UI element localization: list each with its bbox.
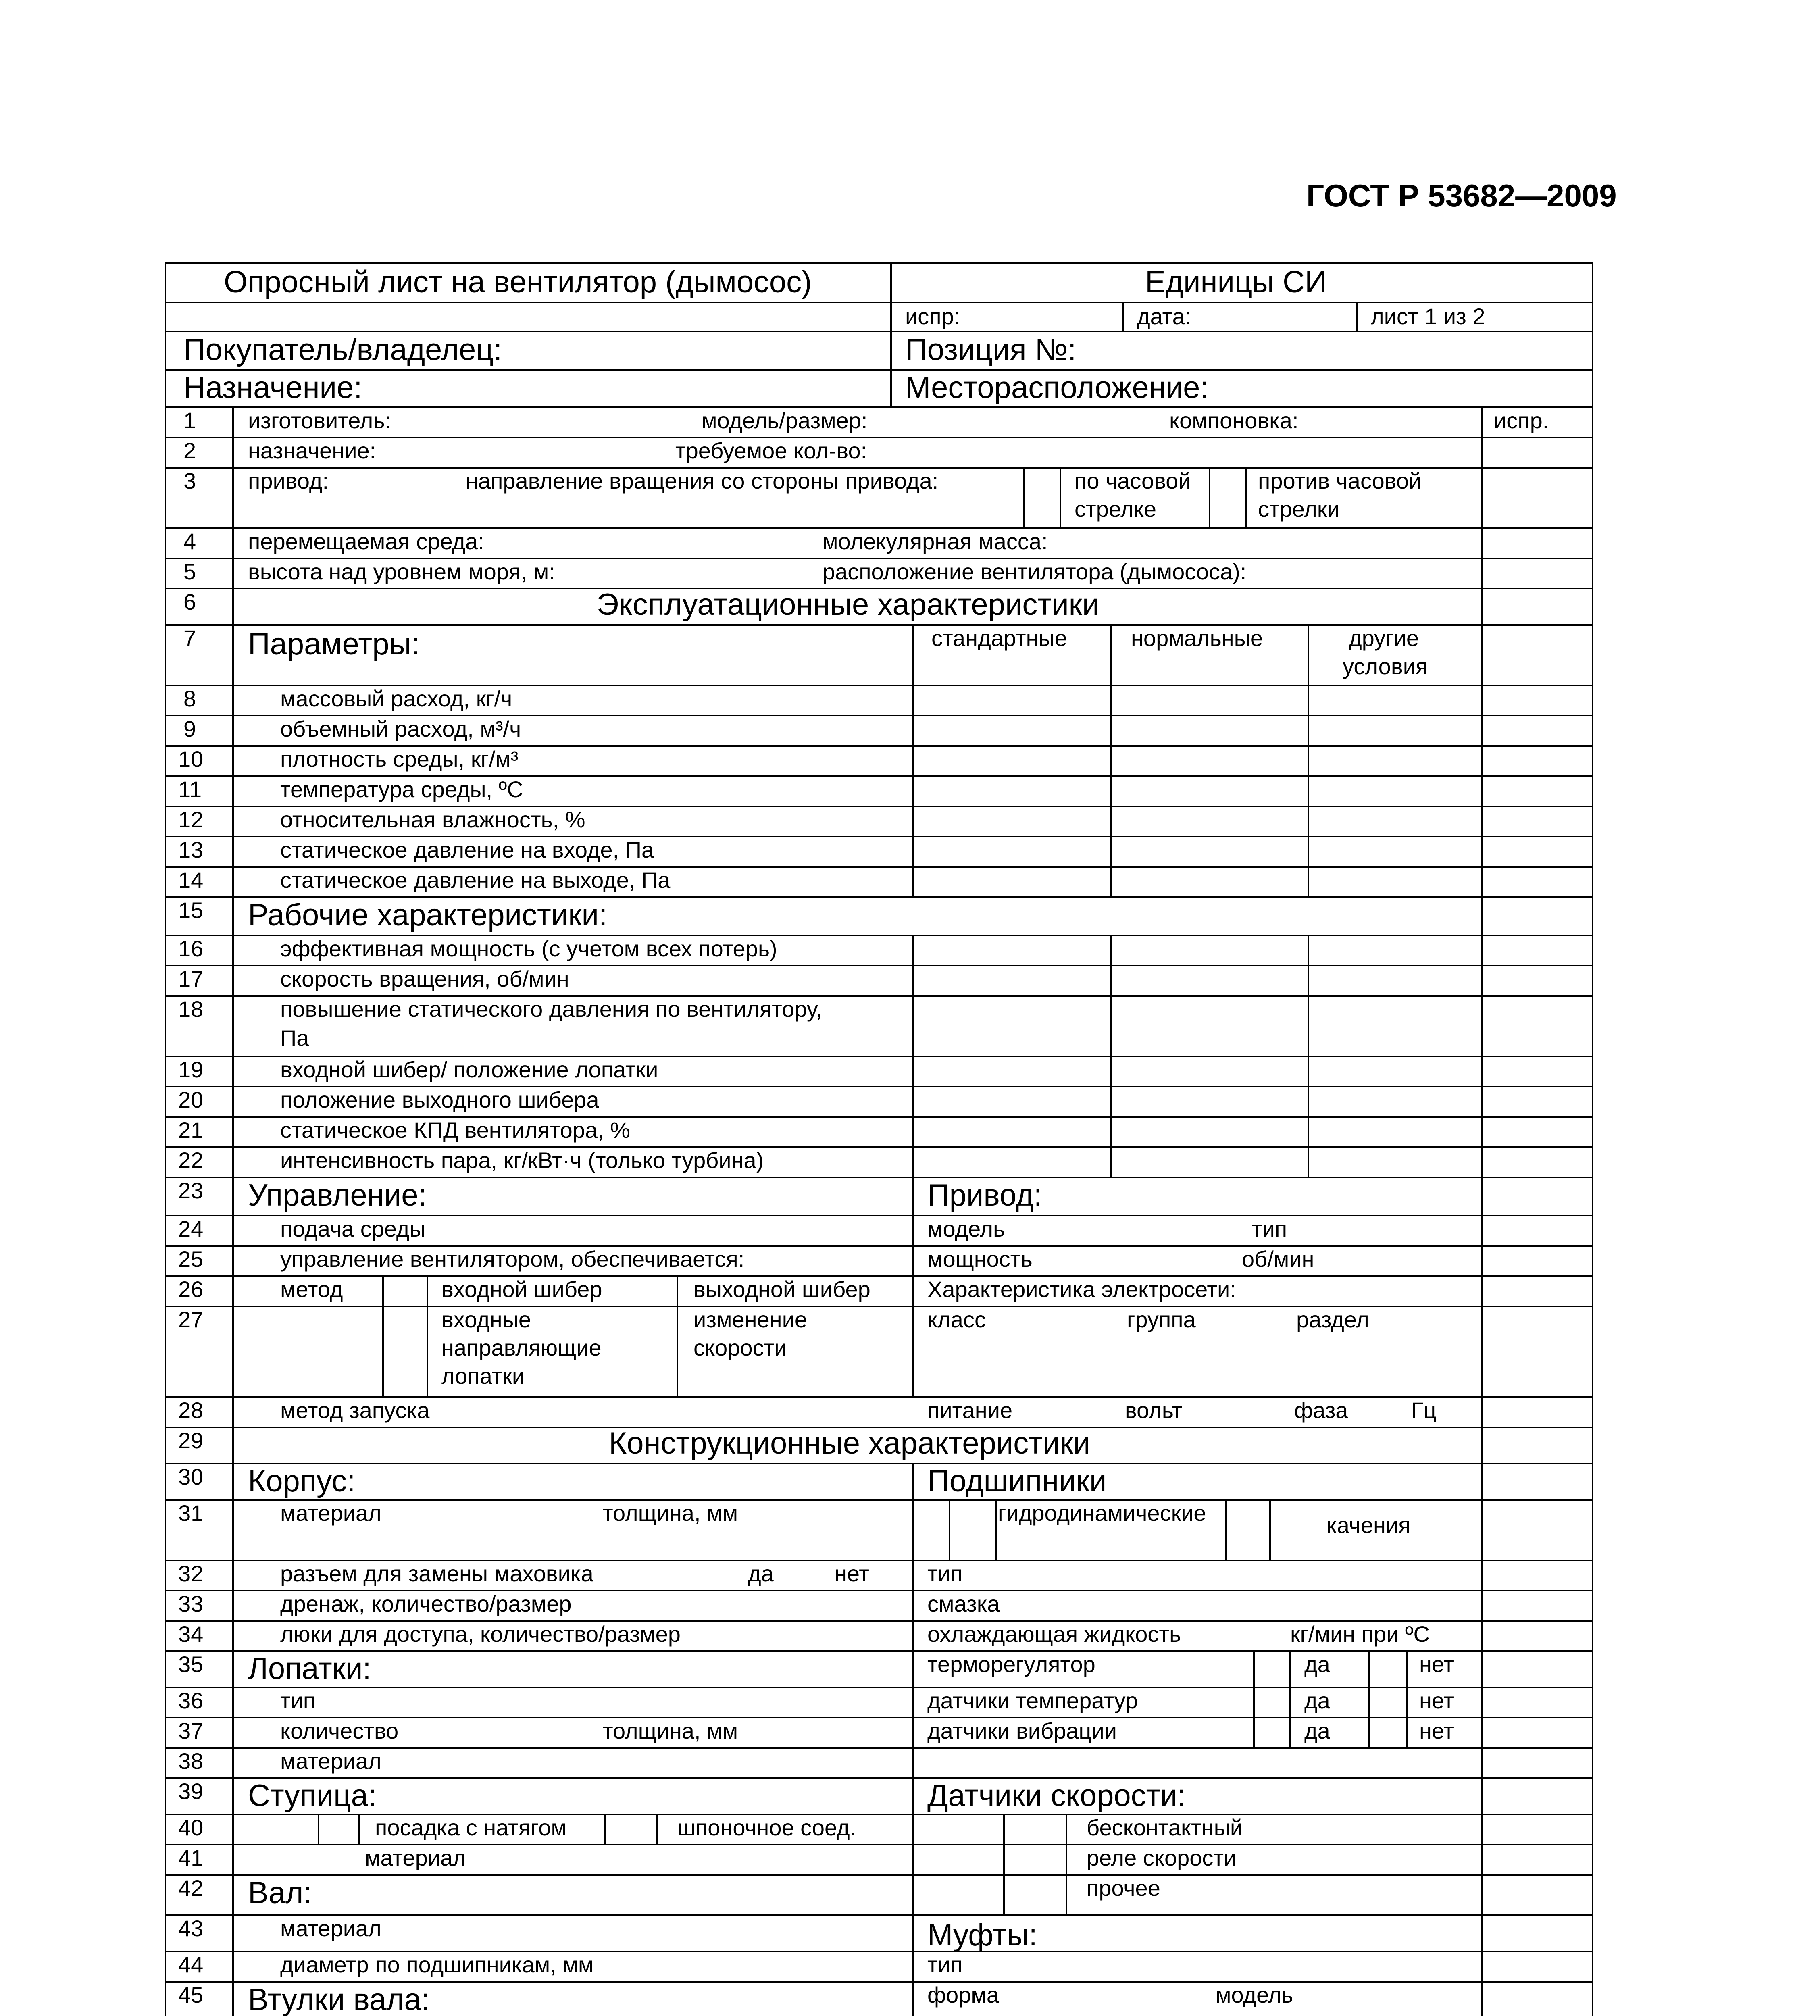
row-number: 4: [183, 529, 196, 554]
parameter-label: скорость вращения, об/мин: [280, 966, 569, 991]
temp-sensors-label: датчики температур: [927, 1688, 1138, 1713]
section-heading: Эксплуатационные характеристики: [597, 587, 1099, 622]
parameter-label: интенсивность пара, кг/кВт·ч (только турбина): [280, 1148, 764, 1173]
lubrication-field[interactable]: смазка: [927, 1591, 1000, 1616]
row-number: 2: [183, 438, 196, 463]
parameter-label: люки для доступа, количество/размер: [280, 1621, 681, 1647]
clockwise-label: по часовой: [1075, 468, 1191, 494]
row-number: 35: [178, 1652, 204, 1677]
parameter-label: повышение статического давления по вентилятору,: [280, 996, 822, 1022]
press-fit-option[interactable]: посадка с натягом: [375, 1815, 566, 1840]
volt-field[interactable]: вольт: [1125, 1397, 1183, 1423]
row-number: 22: [178, 1148, 204, 1173]
casing-material-field[interactable]: материал: [280, 1500, 381, 1526]
molecular-mass-field[interactable]: молекулярная масса:: [823, 529, 1048, 554]
parameter-label: эффективная мощность (с учетом всех потерь): [280, 936, 777, 961]
date-field[interactable]: дата:: [1137, 304, 1191, 329]
speed-change-option[interactable]: скорости: [693, 1335, 787, 1360]
layout-field[interactable]: компоновка:: [1169, 408, 1299, 433]
coupling-model-field[interactable]: модель: [1216, 1982, 1293, 2008]
row-number: 7: [183, 625, 196, 651]
section-heading: Подшипники: [927, 1464, 1107, 1498]
bearing-type-field[interactable]: тип: [927, 1561, 963, 1586]
section-heading: Датчики скорости:: [927, 1779, 1186, 1813]
revision-field[interactable]: испр:: [905, 304, 960, 329]
parameter-label: разъем для замены маховика: [280, 1561, 593, 1586]
outlet-damper-option[interactable]: выходной шибер: [693, 1277, 870, 1302]
form-title: Опросный лист на вентилятор (дымосос): [224, 265, 812, 299]
parameter-label: положение выходного шибера: [280, 1087, 599, 1112]
hz-field[interactable]: Гц: [1411, 1397, 1437, 1423]
inlet-damper-option[interactable]: входной шибер: [441, 1277, 602, 1302]
blade-type-field[interactable]: тип: [280, 1688, 316, 1713]
parameter-label: статическое КПД вентилятора, %: [280, 1117, 630, 1143]
section-heading: Лопатки:: [248, 1652, 371, 1686]
grid-characteristics-label: Характеристика электросети:: [927, 1277, 1236, 1302]
drive-type-field[interactable]: тип: [1252, 1216, 1287, 1241]
counterclockwise-label: стрелки: [1258, 496, 1340, 522]
row-number: 38: [178, 1748, 204, 1774]
blade-material-field[interactable]: материал: [280, 1748, 381, 1774]
row-number: 45: [178, 1982, 204, 2008]
parameter-label: относительная влажность, %: [280, 807, 585, 832]
no-option[interactable]: нет: [1419, 1652, 1454, 1677]
row-number: 21: [178, 1117, 204, 1143]
row-number: 1: [183, 408, 196, 433]
no-option[interactable]: нет: [1419, 1718, 1454, 1743]
counterclockwise-label: против часовой: [1258, 468, 1422, 494]
section-heading: Привод:: [927, 1178, 1042, 1212]
phase-field[interactable]: фаза: [1294, 1397, 1348, 1423]
purpose-field[interactable]: Назначение:: [183, 371, 362, 405]
thermoregulator-label: терморегулятор: [927, 1652, 1095, 1677]
hydrodynamic-option[interactable]: гидродинамические: [998, 1500, 1206, 1526]
row-number: 16: [178, 936, 204, 961]
drive-field[interactable]: привод:: [248, 468, 329, 494]
section-heading: Вал:: [248, 1876, 312, 1910]
method-label: метод: [280, 1277, 343, 1302]
row-number: 6: [183, 589, 196, 614]
row-number: 32: [178, 1561, 204, 1586]
row-number: 39: [178, 1779, 204, 1804]
parameter-label: объемный расход, м³/ч: [280, 716, 521, 741]
section-heading: Муфты:: [927, 1918, 1037, 1952]
start-method-field[interactable]: метод запуска: [280, 1397, 430, 1423]
parameter-label: управление вентилятором, обеспечивается:: [280, 1246, 745, 1272]
row-number: 13: [178, 837, 204, 862]
section-field[interactable]: раздел: [1296, 1307, 1369, 1332]
document-code: ГОСТ Р 53682—2009: [1306, 178, 1617, 213]
hub-material-field[interactable]: материал: [365, 1845, 466, 1870]
clockwise-label: стрелке: [1075, 496, 1157, 522]
vibration-sensors-label: датчики вибрации: [927, 1718, 1117, 1743]
drive-model-field[interactable]: модель: [927, 1216, 1005, 1241]
row-number: 14: [178, 867, 204, 893]
row-number: 11: [178, 777, 202, 802]
yes-option[interactable]: да: [1304, 1718, 1330, 1743]
section-heading: Корпус:: [248, 1464, 356, 1498]
other-option[interactable]: прочее: [1087, 1875, 1160, 1901]
shape-field[interactable]: форма: [927, 1982, 1000, 2008]
parameter-label: температура среды, ºС: [280, 777, 523, 802]
row-number: 3: [183, 468, 196, 494]
row-number: 33: [178, 1591, 204, 1616]
no-option[interactable]: нет: [835, 1561, 869, 1586]
section-heading: Конструкционные характеристики: [609, 1426, 1091, 1460]
casing-thickness-field[interactable]: толщина, мм: [603, 1500, 738, 1526]
row-number: 29: [178, 1428, 204, 1453]
row-number: 17: [178, 966, 204, 991]
parameter-label: статическое давление на входе, Па: [280, 837, 654, 862]
row-number: 37: [178, 1718, 204, 1743]
medium-field[interactable]: перемещаемая среда:: [248, 529, 484, 554]
purpose-row-field[interactable]: назначение:: [248, 438, 376, 463]
row-number: 12: [178, 807, 204, 832]
row-number: 23: [178, 1178, 204, 1203]
altitude-field[interactable]: высота над уровнем моря, м:: [248, 559, 555, 584]
parameter-label: Па: [280, 1025, 309, 1051]
drive-power-field[interactable]: мощность: [927, 1246, 1033, 1272]
row-number: 43: [178, 1916, 204, 1941]
position-field[interactable]: Позиция №:: [905, 333, 1077, 367]
inlet-guide-vanes-option[interactable]: лопатки: [441, 1363, 525, 1389]
keyed-joint-option[interactable]: шпоночное соед.: [677, 1815, 856, 1840]
parameter-label: статическое давление на выходе, Па: [280, 867, 671, 893]
row-number: 44: [178, 1952, 204, 1977]
quantity-field[interactable]: требуемое кол-во:: [675, 438, 867, 463]
units-label: Единицы СИ: [1145, 265, 1327, 299]
section-heading: Ступица:: [248, 1779, 377, 1813]
speed-change-option[interactable]: изменение: [693, 1307, 808, 1332]
sheet-label: лист 1 из 2: [1371, 304, 1485, 329]
model-size-field[interactable]: модель/размер:: [702, 408, 868, 433]
coolant-field[interactable]: охлаждающая жидкость: [927, 1621, 1181, 1647]
column-header: другие: [1349, 625, 1419, 651]
inlet-guide-vanes-option[interactable]: направляющие: [441, 1335, 602, 1360]
yes-option[interactable]: да: [748, 1561, 774, 1586]
parameter-label: массовый расход, кг/ч: [280, 686, 512, 711]
row-number: 26: [178, 1277, 204, 1302]
row-number: 5: [183, 559, 196, 584]
row-number: 15: [178, 898, 204, 923]
row-number: 28: [178, 1397, 204, 1423]
row-number: 25: [178, 1246, 204, 1272]
section-heading: Рабочие характеристики:: [248, 898, 608, 932]
fan-location-field[interactable]: расположение вентилятора (дымососа):: [823, 559, 1247, 584]
parameter-label: подача среды: [280, 1216, 426, 1241]
row-number: 24: [178, 1216, 204, 1241]
speed-relay-option[interactable]: реле скорости: [1087, 1845, 1237, 1870]
no-option[interactable]: нет: [1419, 1688, 1454, 1713]
supply-field[interactable]: питание: [927, 1397, 1013, 1423]
contactless-option[interactable]: бесконтактный: [1087, 1815, 1243, 1840]
parameter-label: дренаж, количество/размер: [280, 1591, 572, 1616]
row-number: 40: [178, 1815, 204, 1840]
rolling-option[interactable]: качения: [1326, 1512, 1411, 1538]
blade-count-field[interactable]: количество: [280, 1718, 399, 1743]
parameters-heading: Параметры:: [248, 627, 420, 661]
inlet-guide-vanes-option[interactable]: входные: [441, 1307, 531, 1332]
row-number: 30: [178, 1464, 204, 1489]
buyer-field[interactable]: Покупатель/владелец:: [183, 333, 502, 367]
drive-rpm-field[interactable]: об/мин: [1242, 1246, 1314, 1272]
row-number: 36: [178, 1688, 204, 1713]
shaft-material-field[interactable]: материал: [280, 1916, 381, 1941]
rotation-direction-label: направление вращения со стороны привода:: [466, 468, 939, 494]
row-number: 10: [178, 746, 204, 772]
row-number: 9: [183, 716, 196, 741]
row-number: 27: [178, 1307, 204, 1332]
manufacturer-field[interactable]: изготовитель:: [248, 408, 391, 433]
parameter-label: входной шибер/ положение лопатки: [280, 1057, 658, 1082]
revision-column-label: испр.: [1494, 408, 1549, 433]
bearing-diameter-field[interactable]: диаметр по подшипникам, мм: [280, 1952, 594, 1977]
row-number: 31: [178, 1500, 204, 1526]
row-number: 20: [178, 1087, 204, 1112]
coolant-unit-label: кг/мин при ºС: [1290, 1621, 1430, 1647]
row-number: 18: [178, 996, 204, 1022]
row-number: 34: [178, 1621, 204, 1647]
parameter-label: плотность среды, кг/м³: [280, 746, 519, 772]
class-field[interactable]: класс: [927, 1307, 986, 1332]
row-number: 42: [178, 1875, 204, 1901]
section-heading: Втулки вала:: [248, 1983, 430, 2016]
coupling-type-field[interactable]: тип: [927, 1952, 963, 1977]
blade-thickness-field[interactable]: толщина, мм: [603, 1718, 738, 1743]
yes-option[interactable]: да: [1304, 1652, 1330, 1677]
column-header: стандартные: [931, 625, 1067, 651]
column-header: условия: [1343, 654, 1428, 679]
location-field[interactable]: Месторасположение:: [905, 371, 1209, 405]
yes-option[interactable]: да: [1304, 1688, 1330, 1713]
row-number: 41: [178, 1845, 204, 1870]
row-number: 8: [183, 686, 196, 711]
column-header: нормальные: [1131, 625, 1263, 651]
group-field[interactable]: группа: [1127, 1307, 1196, 1332]
section-heading: Управление:: [248, 1178, 427, 1212]
row-number: 19: [178, 1057, 204, 1082]
